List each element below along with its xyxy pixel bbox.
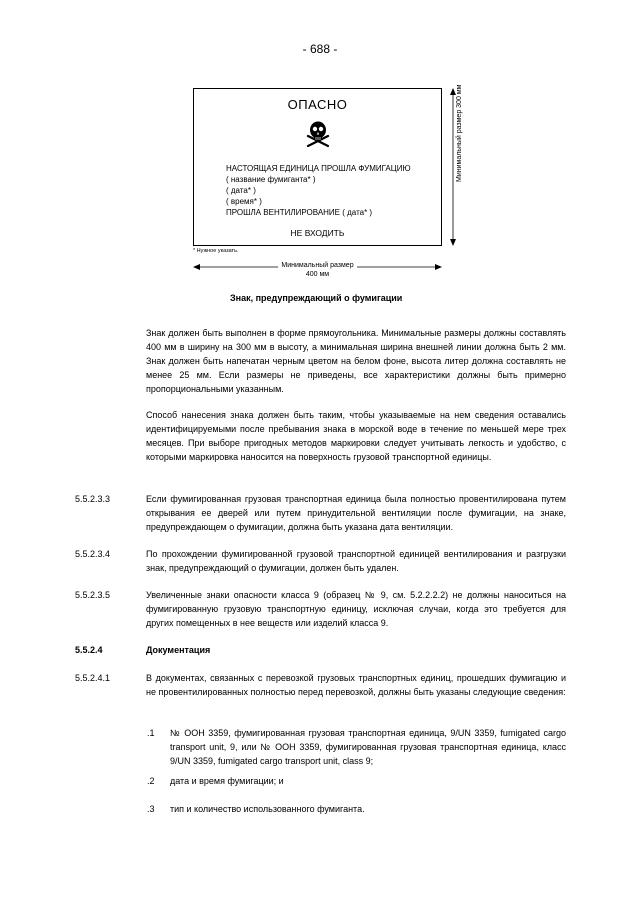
section-number: 5.5.2.4.1: [75, 673, 111, 683]
section-text: Увеличенные знаки опасности класса 9 (образец № 9, см. 5.2.2.2.2) не должны наноситься на фумигированную грузовую транспортную единицу, исключая случаи, когда это требуется для других помещенных в нее веществ или изделий класса 9.: [146, 590, 566, 628]
sign-bottom-text: НЕ ВХОДИТЬ: [290, 228, 345, 238]
skull-crossbones-icon: [304, 119, 332, 147]
vertical-dimension-label: Минимальный размер 300 мм: [456, 84, 463, 182]
paragraph-sign-requirements: Знак должен быть выполнен в форме прямоугольника. Минимальные размеры должны составлять 400 мм в ширину на 300 мм в высоту, а минимальная ширина внешней линии должна быть 2 мм. Знак должен быть напечатан черным цветом на белом фоне, высота литер должна составлять не менее 25 мм. Если размеры не приведены, все характеристики должны быть примерно пропорциональными указанным.: [146, 328, 566, 394]
sign-line: ( дата* ): [226, 186, 256, 195]
horizontal-dimension-line1: Минимальный размер: [278, 262, 356, 269]
sign-line: ( время* ): [226, 197, 262, 206]
sign-line: ПРОШЛА ВЕНТИЛИРОВАНИЕ ( дата* ): [226, 208, 373, 217]
list-item-number: .1: [147, 728, 155, 738]
section-text: По прохождении фумигированной грузовой транспортной единицей вентилирования и разгрузки знак, предупреждающий о фумигации, должен быть удален.: [146, 549, 566, 573]
section-number: 5.5.2.3.5: [75, 590, 111, 600]
section-heading: Документация: [146, 645, 211, 655]
horizontal-dimension-line2: 400 мм: [303, 271, 332, 278]
section-text: Если фумигированная грузовая транспортная единица была полностью провентилирована путем открывания ее дверей или путем принудительной вентиляции после фумигации, на знаке, предупреждающем о фумигации, должна быть указана дата вентиляции.: [146, 494, 566, 532]
list-item: дата и время фумигации; и: [170, 776, 284, 786]
section-text: В документах, связанных с перевозкой грузовых транспортных единиц, прошедших фумигацию и не провентилированных полностью перед перевозкой, должны быть указаны следующие сведения:: [146, 673, 566, 697]
list-item: № ООН 3359, фумигированная грузовая транспортная единица, 9/UN 3359, fumigated cargo transport unit, 9, или № ООН 3359, фумигированная грузовая транспортная единица, класс 9/UN 3359, fumigated cargo transport unit, class 9;: [170, 728, 566, 766]
sign-title: ОПАСНО: [287, 97, 348, 112]
list-item-number: .3: [147, 804, 155, 814]
section-number: 5.5.2.3.4: [75, 549, 111, 559]
sign-line: НАСТОЯЩАЯ ЕДИНИЦА ПРОШЛА ФУМИГАЦИЮ: [226, 164, 411, 173]
section-number: 5.5.2.3.3: [75, 494, 111, 504]
section-heading-number: 5.5.2.4: [75, 645, 103, 655]
sign-line: ( название фумиганта* ): [226, 175, 316, 184]
page-number: - 688 -: [302, 42, 338, 56]
fumigation-warning-sign: [193, 88, 442, 246]
sign-lines: [226, 163, 411, 218]
horizontal-dimension-label: [193, 261, 442, 279]
list-item: тип и количество использованного фумиганта.: [170, 804, 365, 814]
sign-footnote: * Нужное указать.: [193, 248, 239, 254]
paragraph-sign-durability: Способ нанесения знака должен быть таким, чтобы указываемые на нем сведения оставались идентифицируемыми после пребывания знака в морской воде в течение по меньшей мере трех месяцев. При выборе пригодных методов маркировки следует учитывать легкость и удобство, с которыми маркировка наносится на поверхность грузовой транспортной единицы.: [146, 410, 566, 462]
list-item-number: .2: [147, 776, 155, 786]
sign-caption: Знак, предупреждающий о фумигации: [230, 293, 403, 303]
